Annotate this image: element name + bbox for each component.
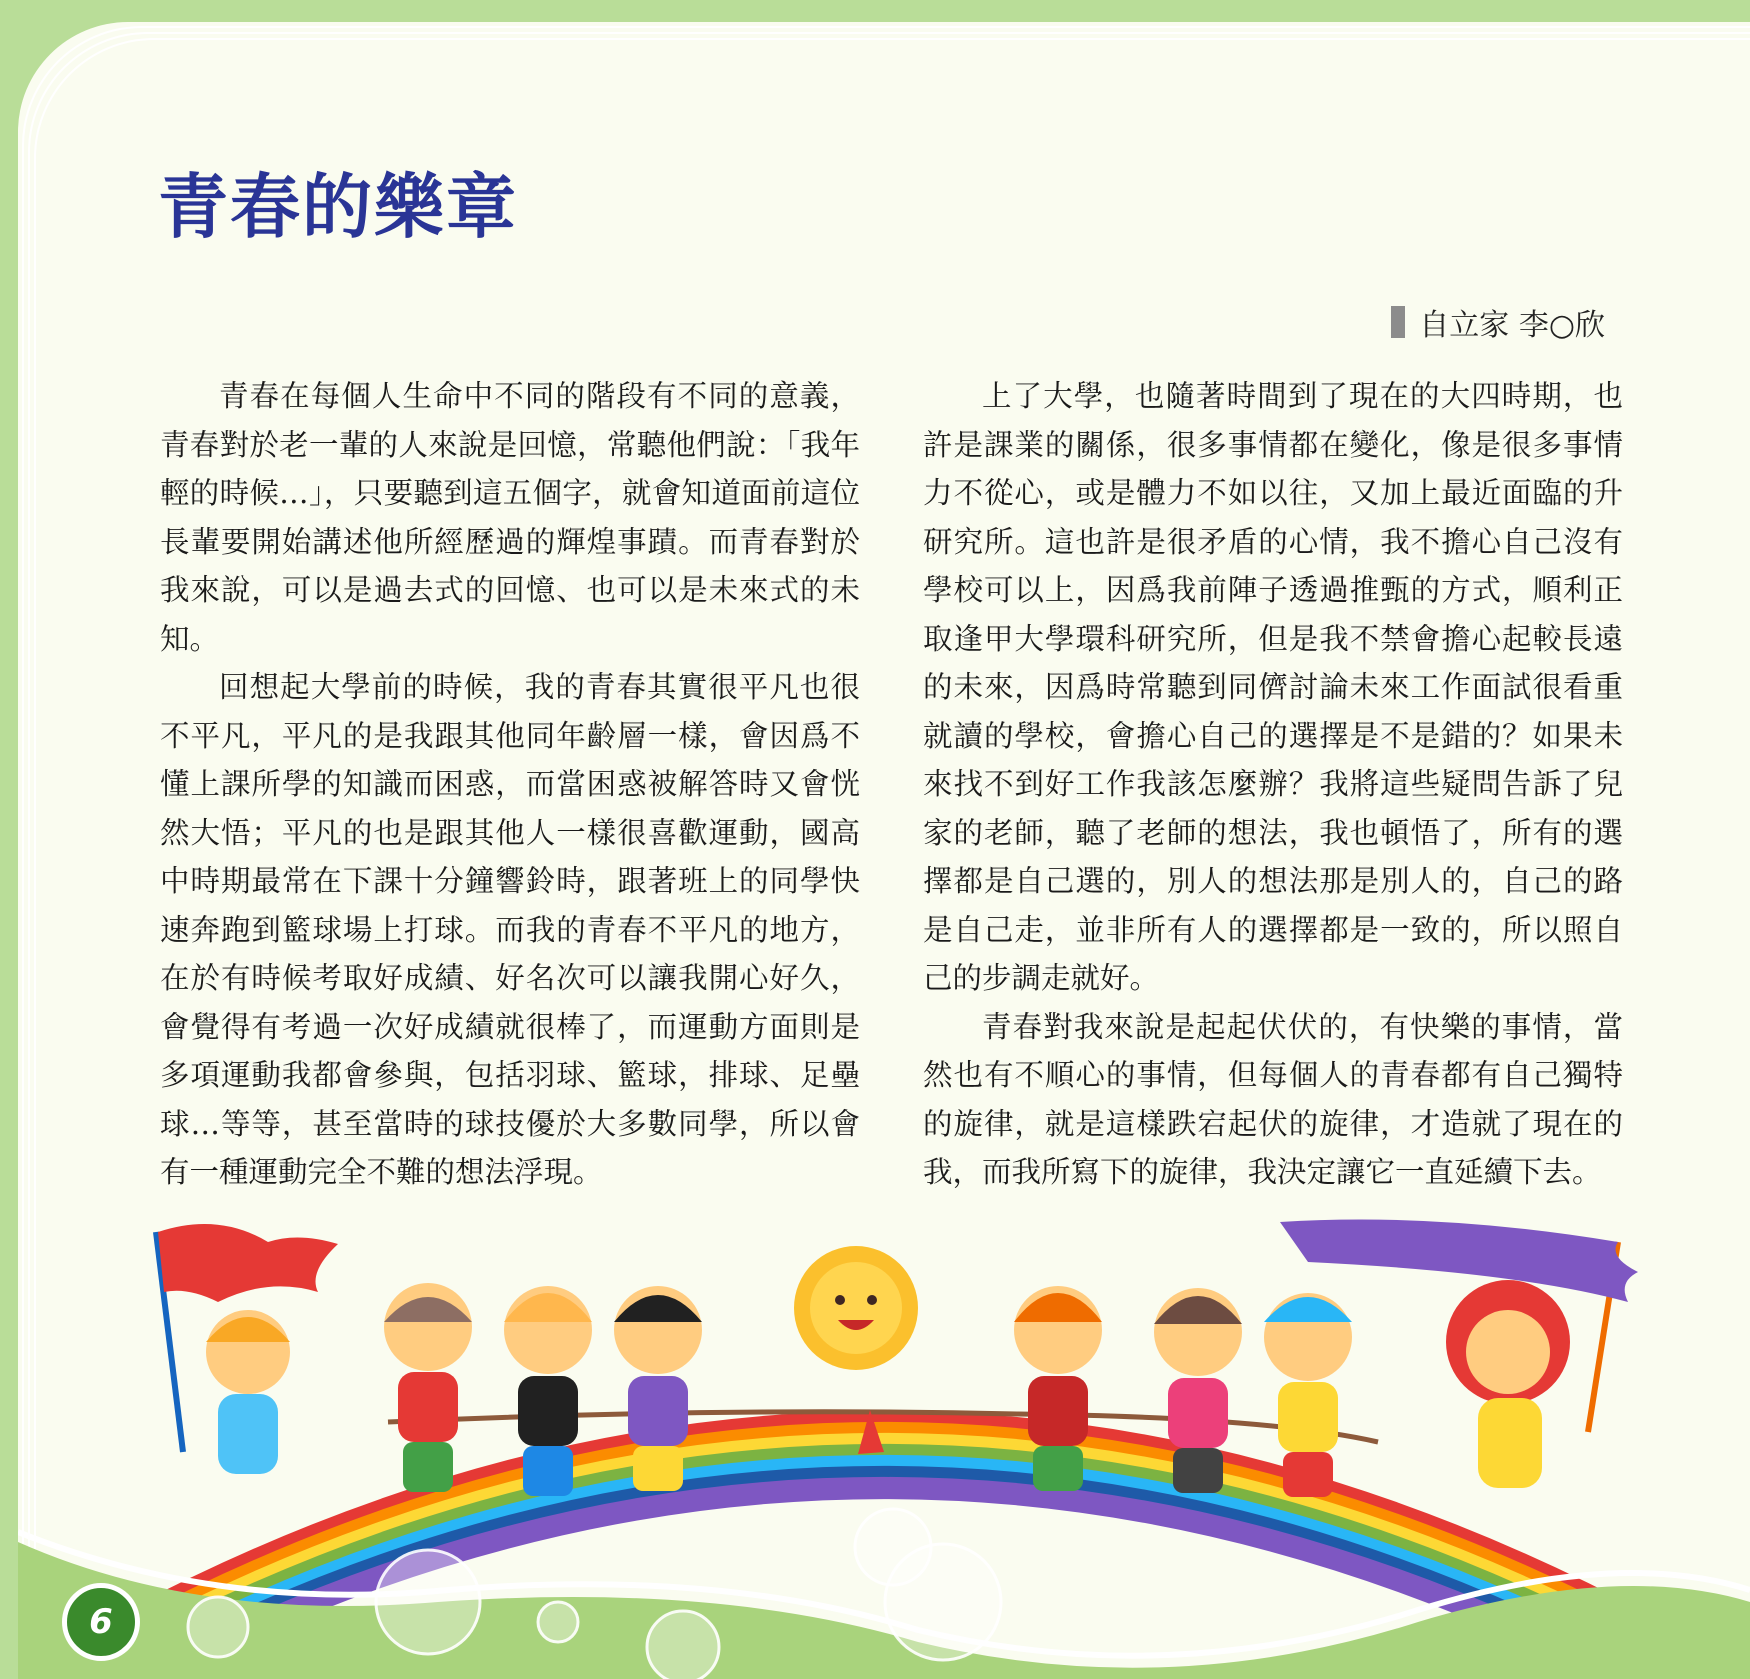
- article-title: 青春的樂章: [158, 166, 518, 248]
- paragraph: 上了大學，也隨著時間到了現在的大四時期，也許是課業的關係，很多事情都在變化，像是很多事情力不從心，或是體力不如以往，又加上最近面臨的升研究所。這也許是很矛盾的心情，我不擔心自己沒有學校可以上，因爲我前陣子透過推甄的方式，順利正取逢甲大學環科研究所，但是我不禁會擔心起較長遠的未來，因爲時常聽到同儕討論未來工作面試很看重就讀的學校，會擔心自己的選擇是不是錯的？如果未來找不到好工作我該怎麼辦？我將這些疑問告訴了兒家的老師，聽了老師的想法，我也頓悟了，所有的選擇都是自己選的，別人的想法那是別人的，自己的路是自己走，並非所有人的選擇都是一致的，所以照自己的步調走就好。: [923, 379, 1623, 995]
- paragraph: 回想起大學前的時候，我的青春其實很平凡也很不平凡，平凡的是我跟其他同年齡層一樣，會因爲不懂上課所學的知識而困惑，而當困惑被解答時又會恍然大悟；平凡的也是跟其他人一樣很喜歡運動，國高中時期最常在下課十分鐘響鈴時，跟著班上的同學快速奔跑到籃球場上打球。而我的青春不平凡的地方，在於有時候考取好成績、好名次可以讓我開心好久，會覺得有考過一次好成績就很棒了，而運動方面則是多項運動我都會參與，包括羽球、籃球，排球、足壘球…等等，甚至當時的球技優於大多數同學，所以會有一種運動完全不難的想法浮現。: [160, 670, 860, 1189]
- left-column: [160, 372, 860, 1197]
- author-line: [1391, 300, 1605, 344]
- page: [18, 22, 1750, 1679]
- paragraph: 青春對我來說是起起伏伏的，有快樂的事情，當然也有不順心的事情，但每個人的青春都有自己獨特的旋律，就是這樣跌宕起伏的旋律，才造就了現在的我，而我所寫下的旋律，我決定讓它一直延續下去。: [923, 1009, 1623, 1189]
- author-name: 自立家 李○欣: [1419, 308, 1605, 343]
- right-column: [923, 372, 1623, 1197]
- paragraph: 青春在每個人生命中不同的階段有不同的意義，青春對於老一輩的人來說是回憶，常聽他們說：「我年輕的時候…」，只要聽到這五個字，就會知道面前這位長輩要開始講述他所經歷過的輝煌事蹟。而青春對於我來說，可以是過去式的回憶、也可以是未來式的未知。: [160, 379, 860, 656]
- sun-icon: [794, 1246, 918, 1370]
- author-marker: [1391, 306, 1405, 338]
- page-number: 6: [62, 1583, 140, 1661]
- illustration: [18, 1202, 1750, 1679]
